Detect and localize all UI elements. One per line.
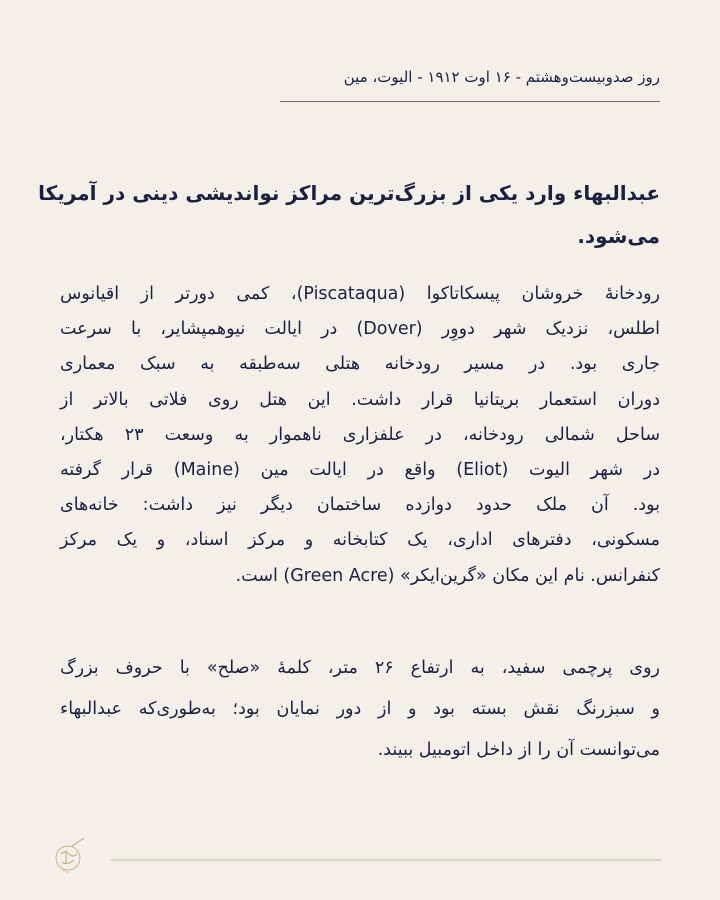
text-line: جاری بود. در مسیر رودخانه هتلی سه‌طبقه به سبک معماری	[60, 354, 660, 375]
footer-divider	[110, 859, 661, 861]
text-line: رودخانهٔ خروشان پیسکاتاکوا (Piscataqua)، کمی دورتر از اقیانوس	[60, 284, 660, 304]
header-divider	[280, 101, 660, 102]
text-line: ساحل شمالی رودخانه، در علفزاری ناهموار به وسعت ۲۳ هکتار،	[60, 424, 660, 445]
paragraph-green-acre	[60, 277, 660, 594]
calligraphy-logo-icon	[52, 838, 88, 878]
text-line: روی پرچمی سفید، به ارتفاع ۲۶ متر، کلمهٔ «صلح» با حروف بزرگ	[60, 658, 661, 678]
article-title	[38, 172, 660, 258]
text-line: بود. آن ملک حدود دوازده ساختمان دیگر نیز داشت: خانه‌های	[60, 495, 660, 516]
text-line: دوران استعمار بریتانیا قرار داشت. این هتل روی فلاتی بالاتر از	[60, 389, 660, 410]
page-header-date-location: روز صدوبیست‌وهشتم - ۱۶ اوت ۱۹۱۲ - الیوت، مین	[343, 68, 660, 86]
title-line: عبدالبهاء وارد یکی از بزرگ‌ترین مراکز نواندیشی دینی در آمریکا	[38, 181, 660, 205]
text-line: کنفرانس. نام این مکان «گرین‌ایکر» (Green Acre) است.	[235, 565, 660, 586]
text-line: می‌توانست آن را از داخل اتومبیل ببیند.	[377, 740, 660, 760]
text-line: در شهر الیوت (Eliot) واقع در ایالت مین (Maine) قرار گرفته	[60, 460, 660, 481]
text-line: مسکونی، دفترهای اداری، یک کتابخانه و مرکز اسناد، و یک مرکز	[60, 530, 660, 551]
text-line: اطلس، نزدیک شهر دووِر (Dover) در ایالت نیوهمپشایر، با سرعت	[60, 319, 660, 340]
paragraph-peace-flag	[60, 648, 660, 771]
title-line: می‌شود.	[577, 224, 660, 248]
text-line: و سبزرنگ نقش بسته بود و از دور نمایان بود؛ به‌طوری‌که عبدالبهاء	[60, 699, 660, 719]
